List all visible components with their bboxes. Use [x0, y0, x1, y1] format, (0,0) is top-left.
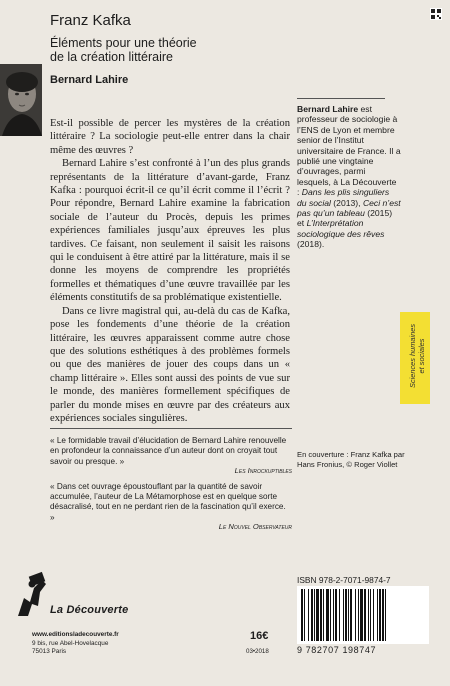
author-portrait [0, 64, 42, 136]
barcode-bar [358, 589, 359, 641]
cover-credit: En couverture : Franz Kafka par Hans Fronius, © Roger Viollet [297, 450, 405, 469]
blurb-paragraph-1: Est-il possible de percer les mystères de la création littéraire ? La sociologie peut-elle entrer dans la chair même des œuvres ? [50, 118, 290, 156]
publisher-address-line-1: 9 bis, rue Abel-Hovelacque [32, 640, 109, 647]
barcode-bar [333, 589, 334, 641]
bio-text-4: (2018). [297, 239, 325, 250]
barcode-bar [379, 589, 381, 641]
barcode-bar [370, 589, 371, 641]
press-quote-1 [50, 436, 292, 477]
bio-text-1: est professeur de sociologie à l’ENS de Lyon et membre senior de l’Institut universitaire de France. Il a publié une vingtaine d’ouvrages, parmi lesquels, à La Découverte : [297, 104, 401, 198]
publisher-logo-icon [12, 568, 50, 618]
portrait-image [0, 64, 42, 136]
barcode-bar [350, 589, 352, 641]
bio-divider [297, 98, 385, 99]
press-quote-1-source: Les Inrockuptibles [234, 466, 292, 476]
barcode-bar [316, 589, 319, 641]
price: 16€ [250, 630, 269, 642]
book-title: Franz Kafka [50, 12, 131, 29]
barcode-bar [326, 589, 329, 641]
press-quote-2 [50, 482, 292, 533]
barcode-bar [330, 589, 331, 641]
bio-book-title-2: Ceci n’est pas qu’un tableau [297, 197, 401, 219]
bio-book-title-1: Dans les plis singuliers du social [297, 187, 390, 208]
isbn: ISBN 978-2-7071-9874-7 [297, 575, 391, 585]
barcode-bar [314, 589, 315, 641]
barcode-bar [382, 589, 384, 641]
bio-text-3: (2015) et [297, 208, 393, 229]
barcode-bar [339, 589, 340, 641]
title-block [50, 12, 280, 64]
barcode [297, 586, 429, 644]
blurb-text [50, 117, 290, 425]
publisher-website: www.editionsladecouverte.fr [32, 631, 119, 638]
blurb-paragraph-3: Dans ce livre magistral qui, au-delà du cas de Kafka, pose les fondements d’une théorie de la création littéraire, les œuvres apparaissent comme autre chose que des solutions esthétiques à des problèmes formels ou que des manières de jouer des coups dans un « champ littéraire ». Elles sont aussi des points de vue sur le monde, des manières formellement spécifiques de parler du monde mises en œuvre par des créateurs aux expériences sociales singulières. [50, 305, 290, 424]
barcode-bar [304, 589, 305, 641]
barcode-bar [320, 589, 322, 641]
press-quote-1-text: « Le formidable travail d’élucidation de Bernard Lahire renouvelle en profondeur la connaissance d’un auteur dont on croyait tout savoir ou presque. » [50, 436, 287, 466]
barcode-bar [364, 589, 366, 641]
bio-author-name: Bernard Lahire [297, 104, 359, 114]
publisher-address [32, 640, 108, 656]
category-label [402, 310, 432, 402]
book-subtitle-line-1: Éléments pour une théorie [50, 36, 197, 50]
barcode-bar [345, 589, 347, 641]
qr-code-icon [430, 8, 442, 20]
bio-book-title-3: L’Interprétation sociologique des rêves [297, 218, 385, 239]
edition-date: 03•2018 [246, 648, 269, 655]
category-line-1: Sciences humaines [408, 323, 417, 389]
press-quotes [50, 436, 292, 538]
publisher-name: La Découverte [50, 604, 129, 616]
press-quote-2-source: Le Nouvel Observateur [218, 522, 292, 532]
publisher-address-line-2: 75013 Paris [32, 648, 67, 655]
barcode-bar [311, 589, 313, 641]
barcode-bar [355, 589, 356, 641]
barcode-bar [373, 589, 374, 641]
quotes-divider [50, 428, 292, 429]
barcode-bar [343, 589, 344, 641]
barcode-bar [335, 589, 337, 641]
barcode-bar [308, 589, 309, 641]
press-quote-2-text: « Dans cet ouvrage époustouflant par la quantité de savoir accumulée, l’auteur de La Métamorphose est en quelque sorte désacralisé, tout en ne perdant rien de la fascination qu’il exerce. » [50, 481, 286, 522]
author-name: Bernard Lahire [50, 74, 129, 86]
barcode-bar [368, 589, 369, 641]
barcode-bar [323, 589, 324, 641]
barcode-bar [385, 589, 386, 641]
bio-text-2: (2013), [330, 197, 363, 208]
blurb-paragraph-2: Bernard Lahire s’est confronté à l’un des plus grands représentants de la littérature d’avant-garde, Franz Kafka : pourquoi écrit-il ce qu’il écrit comme il l’écrit ? Pour répondre, Bernard Lahire examine la fabrication sociale de l’auteur du Procès, depuis les primes expériences familiales jusqu’aux épreuves les plus tardives. Ce faisant, non seulement il saisit les raisons qui le conduisent à être attiré par la littérature, mais il se donne les moyens de comprendre les propriétés formelles et thématiques d’une œuvre travaillée par les éléments constitutifs de sa problématique existentielle. [50, 158, 290, 304]
category-tab [400, 312, 430, 404]
barcode-bar [348, 589, 349, 641]
barcode-bar [360, 589, 363, 641]
author-bio [297, 104, 401, 250]
barcode-digits: 9 782707 198747 [297, 645, 377, 655]
category-line-2: et sociales [417, 338, 426, 374]
barcode-bars [297, 586, 429, 644]
book-subtitle-line-2: de la création littéraire [50, 50, 173, 64]
barcode-bar [377, 589, 378, 641]
barcode-bar [301, 589, 303, 641]
